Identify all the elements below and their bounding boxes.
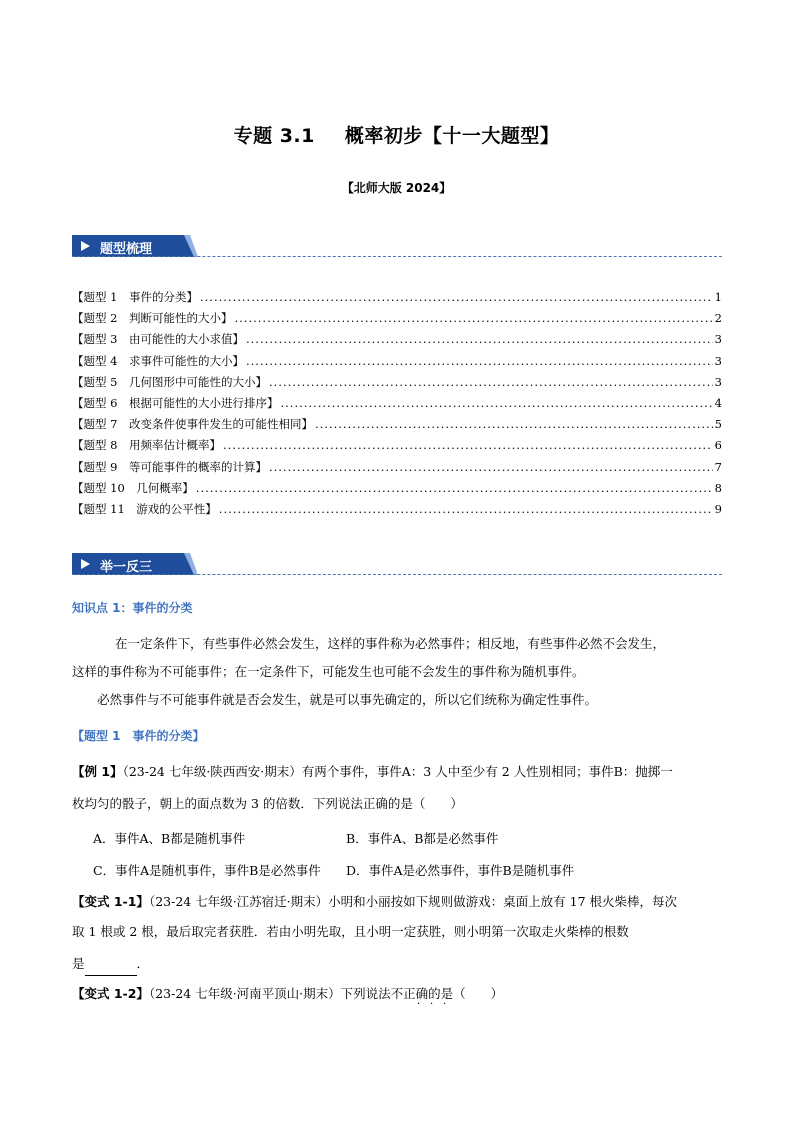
- toc-page: 1: [714, 290, 722, 304]
- toc-label: 【题型 5 几何图形中可能性的大小】: [72, 374, 267, 389]
- toc-item[interactable]: [72, 310, 722, 331]
- toc-item[interactable]: [72, 501, 722, 522]
- toc-page: 5: [714, 417, 722, 432]
- variant11-pre: 是: [72, 956, 85, 971]
- variant11-post: ．: [136, 956, 150, 971]
- toc-leader: [246, 332, 713, 346]
- toc-leader: [269, 375, 713, 389]
- toc-leader: [315, 417, 713, 431]
- toc-leader: [246, 354, 713, 368]
- example1-tag: 【例 1】: [72, 764, 123, 779]
- toc-page: 3: [714, 353, 722, 368]
- toc-label: 【题型 11 游戏的公平性】: [72, 501, 217, 516]
- toc-page: 4: [714, 395, 722, 410]
- dashed-rule: [72, 256, 722, 257]
- answer-blank[interactable]: [85, 962, 137, 976]
- toc-item[interactable]: [72, 416, 722, 437]
- variant11-tag: 【变式 1-1】: [72, 894, 149, 909]
- toc-label: 【题型 8 用频率估计概率】: [72, 438, 221, 453]
- toc-page: 3: [714, 374, 722, 389]
- toc-leader: [234, 311, 712, 325]
- knowledge-p1-line2: 这样的事件称为不可能事件；在一定条件下，可能发生也可能不会发生的事件称为随机事件。: [72, 664, 585, 679]
- toc-item[interactable]: [72, 331, 722, 352]
- toc-leader: [280, 396, 712, 410]
- variant12-tag: 【变式 1-2】: [72, 986, 149, 1001]
- play-arrow-icon: [81, 559, 90, 569]
- toc-item[interactable]: [72, 480, 722, 501]
- toc-page: 6: [714, 438, 722, 453]
- toc-leader: [219, 502, 713, 516]
- option-b[interactable]: B．事件A、B都是必然事件: [346, 831, 499, 846]
- section-banner-toc: [72, 235, 722, 261]
- toc-page: 9: [714, 501, 722, 516]
- toc-page: 8: [714, 480, 722, 495]
- page-title: [0, 121, 793, 148]
- toc-leader: [200, 290, 713, 304]
- toc-label: 【题型 10 几何概率】: [72, 480, 194, 495]
- variant12-line1: [72, 982, 503, 1006]
- example1-line1: [72, 760, 673, 784]
- option-c[interactable]: C．事件A是随机事件，事件B是必然事件: [93, 863, 321, 878]
- knowledge-p1-line1: 在一定条件下，有些事件必然会发生，这样的事件称为必然事件；相反地，有些事件必然不会发生，: [115, 636, 666, 651]
- toc-item[interactable]: [72, 353, 722, 374]
- banner-tab: [72, 235, 198, 257]
- play-arrow-icon: [81, 241, 90, 251]
- dashed-rule: [72, 574, 722, 575]
- knowledge-heading: 知识点 1：事件的分类: [72, 601, 193, 615]
- page-subtitle: 【北师大版 2024】: [341, 181, 452, 195]
- toc-item[interactable]: [72, 459, 722, 480]
- toc-label: 【题型 7 改变条件使事件发生的可能性相同】: [72, 417, 313, 432]
- variant12-text1: （23-24 七年级·河南平顶山·期末）下列说法不正确的是（ ）: [148, 986, 504, 1001]
- toc-item[interactable]: [72, 437, 722, 458]
- option-a[interactable]: A．事件A、B都是随机事件: [93, 831, 246, 846]
- toc-label: 【题型 1 事件的分类】: [72, 290, 198, 304]
- toc-leader: [196, 481, 713, 495]
- variant11-line1: [72, 890, 677, 914]
- toc-label: 【题型 4 求事件可能性的大小】: [72, 353, 244, 368]
- toc-label: 【题型 6 根据可能性的大小进行排序】: [72, 395, 279, 410]
- toc-item[interactable]: [72, 289, 722, 310]
- example1-line2: 枚均匀的骰子，朝上的面点数为 3 的倍数．下列说法正确的是（ ）: [72, 796, 463, 811]
- emphasis-dot: ·: [443, 999, 447, 1010]
- toc-page: 3: [714, 332, 722, 347]
- emphasis-dot: ·: [417, 999, 421, 1010]
- toc-label: 【题型 9 等可能事件的概率的计算】: [72, 459, 267, 474]
- variant11-line3: [72, 952, 149, 976]
- banner-tab: [72, 553, 198, 575]
- toc-item[interactable]: [72, 374, 722, 395]
- toc-label: 【题型 3 由可能性的大小求值】: [72, 332, 244, 347]
- emphasis-dot: ·: [430, 999, 434, 1010]
- title-right: 概率初步【十一大题型】: [344, 125, 560, 147]
- toc-page: 2: [714, 311, 722, 326]
- toc-leader: [223, 438, 713, 452]
- variant11-text1: （23-24 七年级·江苏宿迁·期末）小明和小丽按如下规则做游戏：桌面上放有 17 根火柴棒，每次: [148, 894, 677, 909]
- knowledge-p2: 必然事件与不可能事件就是否会发生，就是可以事先确定的，所以它们统称为确定性事件。: [97, 692, 598, 707]
- option-d[interactable]: D．事件A是必然事件，事件B是随机事件: [346, 863, 575, 878]
- title-left: 专题 3.1: [233, 125, 315, 147]
- example1-text1: （23-24 七年级·陕西西安·期末）有两个事件，事件A：3 人中至少有 2 人性别相同；事件B：抛掷一: [122, 764, 673, 779]
- type1-heading: 【题型 1 事件的分类】: [72, 729, 205, 743]
- banner-label: 举一反三: [100, 560, 153, 575]
- toc-page: 7: [714, 459, 722, 474]
- toc-label: 【题型 2 判断可能性的大小】: [72, 311, 233, 326]
- table-of-contents: [72, 289, 722, 522]
- banner-label: 题型梳理: [100, 242, 153, 257]
- section-banner-practice: [72, 553, 722, 579]
- toc-item[interactable]: [72, 395, 722, 416]
- variant11-line2: 取 1 根或 2 根，最后取完者获胜．若由小明先取，且小明一定获胜，则小明第一次取走火柴棒的根数: [72, 924, 629, 939]
- toc-leader: [269, 460, 713, 474]
